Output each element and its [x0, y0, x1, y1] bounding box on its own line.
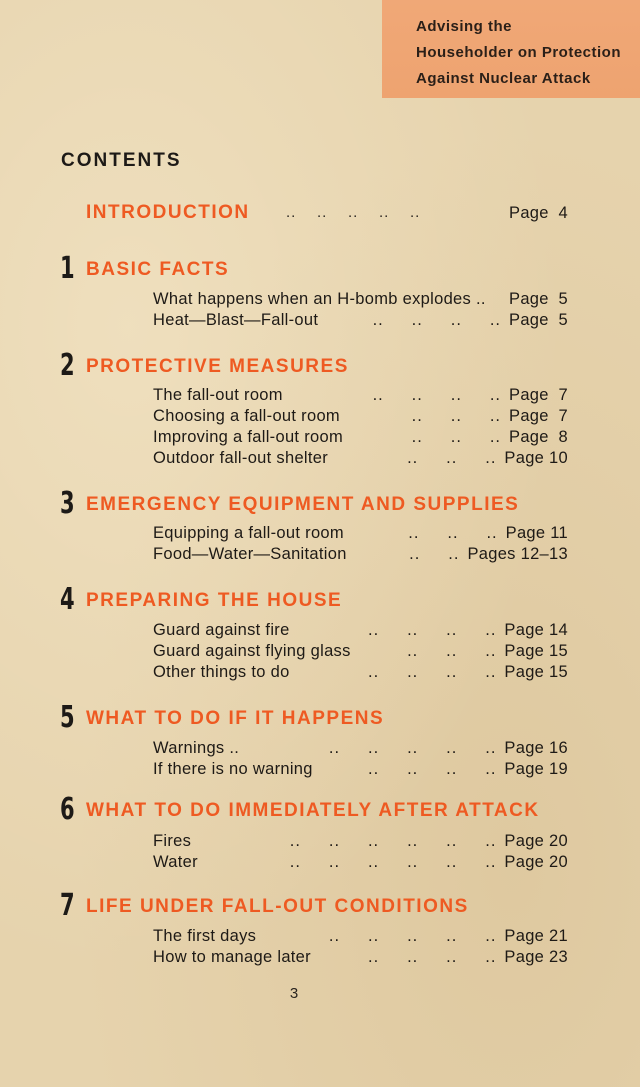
section-heading: EMERGENCY EQUIPMENT AND SUPPLIES — [86, 494, 520, 515]
toc-entry-title: Water — [153, 853, 198, 871]
section-heading: BASIC FACTS — [86, 259, 230, 280]
toc-entry-page: Page 11 — [505, 524, 568, 542]
toc-entry-page: Page 20 — [504, 853, 568, 871]
toc-entry-title: The fall-out room — [153, 386, 283, 404]
toc-entry-page: Page 23 — [504, 948, 568, 966]
toc-entry-title: The first days — [153, 927, 257, 945]
toc-entry — [153, 290, 568, 310]
toc-entry-leader: .. .. .. — [411, 407, 502, 425]
toc-entry-leader: .. .. .. .. — [372, 386, 502, 404]
toc-entry-title: Fires — [153, 832, 192, 850]
toc-entry-leader: .. .. .. — [407, 642, 497, 660]
toc-entry-title: Guard against fire — [153, 621, 290, 639]
toc-entry-title: Heat—Blast—Fall-out — [153, 311, 319, 329]
toc-entry-leader: .. .. .. .. — [367, 948, 497, 966]
toc-entry — [153, 948, 568, 968]
toc-entry — [153, 832, 568, 852]
section-heading: WHAT TO DO IMMEDIATELY AFTER ATTACK — [86, 800, 540, 821]
toc-entry-page: Page 5 — [509, 290, 568, 308]
toc-entry-leader: .. .. .. — [407, 449, 497, 467]
introduction-leader: .. .. .. .. .. — [286, 204, 421, 221]
toc-entry-page: Page 15 — [504, 663, 568, 681]
toc-entry-title: What happens when an H-bomb explodes .. — [153, 290, 486, 308]
toc-entry — [153, 545, 568, 565]
toc-entry-leader: .. .. .. .. .. — [328, 927, 497, 945]
introduction-heading: INTRODUCTION — [86, 202, 250, 223]
toc-entry-title: Outdoor fall-out shelter — [153, 449, 329, 467]
toc-entry-page: Page 5 — [509, 311, 568, 329]
banner-line-1: Advising the — [416, 18, 513, 35]
section-number: 7 — [60, 888, 75, 923]
toc-entry-leader: .. .. .. — [408, 524, 498, 542]
toc-entry — [153, 927, 568, 947]
toc-entry — [153, 428, 568, 448]
introduction-page: Page 4 — [509, 204, 568, 222]
toc-entry — [153, 642, 568, 662]
toc-entry — [153, 621, 568, 641]
toc-entry-title: Warnings .. — [153, 739, 240, 757]
toc-entry-title: How to manage later — [153, 948, 311, 966]
section-number: 6 — [60, 792, 75, 827]
toc-entry-page: Page 19 — [504, 760, 568, 778]
page-number: 3 — [289, 985, 299, 1002]
section-number: 5 — [60, 700, 75, 735]
toc-entry-page: Page 10 — [504, 449, 568, 467]
toc-entry — [153, 407, 568, 427]
banner-line-2: Householder on Protection — [416, 44, 622, 61]
section-heading: PREPARING THE HOUSE — [86, 590, 343, 611]
toc-entry-leader: .. .. .. .. .. — [328, 739, 497, 757]
toc-entry-page: Page 7 — [509, 386, 568, 404]
toc-entry — [153, 449, 568, 469]
toc-entry-page: Page 7 — [509, 407, 568, 425]
title-banner — [382, 0, 640, 98]
toc-entry-leader: .. .. .. .. .. .. — [289, 853, 497, 871]
toc-entry-page: Page 8 — [509, 428, 568, 446]
section-heading: WHAT TO DO IF IT HAPPENS — [86, 708, 385, 729]
toc-entry-leader: .. .. .. .. — [367, 663, 497, 681]
introduction-page-row — [153, 204, 568, 224]
toc-entry — [153, 663, 568, 683]
toc-entry-leader: .. .. .. .. — [367, 621, 497, 639]
section-heading: LIFE UNDER FALL-OUT CONDITIONS — [86, 896, 469, 917]
toc-entry-title: Choosing a fall-out room — [153, 407, 340, 425]
toc-entry-leader: .. .. .. — [411, 428, 502, 446]
toc-entry-page: Page 16 — [504, 739, 568, 757]
toc-entry — [153, 760, 568, 780]
contents-heading: CONTENTS — [61, 150, 182, 171]
toc-entry — [153, 853, 568, 873]
toc-entry-title: Equipping a fall-out room — [153, 524, 344, 542]
toc-entry — [153, 739, 568, 759]
toc-entry-title: Food—Water—Sanitation — [153, 545, 347, 563]
toc-entry-title: Improving a fall-out room — [153, 428, 343, 446]
banner-line-3: Against Nuclear Attack — [416, 70, 591, 87]
toc-entry-page: Pages 12–13 — [467, 545, 568, 563]
section-number: 3 — [60, 486, 75, 521]
toc-entry-page: Page 15 — [504, 642, 568, 660]
toc-entry-page: Page 20 — [504, 832, 568, 850]
toc-entry-leader: .. .. .. .. — [372, 311, 502, 329]
section-number: 1 — [60, 251, 75, 286]
toc-entry-page: Page 21 — [504, 927, 568, 945]
section-number: 2 — [60, 348, 75, 383]
section-number: 4 — [60, 582, 75, 617]
toc-entry-leader: .. .. .. .. — [367, 760, 497, 778]
toc-entry-title: Guard against flying glass — [153, 642, 351, 660]
toc-entry-title: Other things to do — [153, 663, 290, 681]
toc-entry-leader: .. .. .. .. .. .. — [289, 832, 497, 850]
toc-entry — [153, 386, 568, 406]
section-heading: PROTECTIVE MEASURES — [86, 356, 349, 377]
toc-entry-title: If there is no warning — [153, 760, 313, 778]
toc-entry — [153, 311, 568, 331]
toc-entry-page: Page 14 — [504, 621, 568, 639]
toc-entry-leader: .. .. — [409, 545, 460, 563]
toc-entry — [153, 524, 568, 544]
